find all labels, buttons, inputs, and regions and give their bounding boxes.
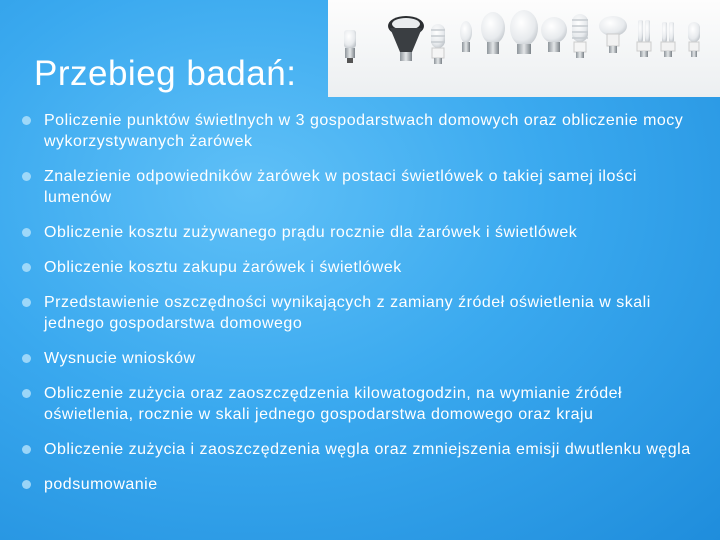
light-bulbs-photo xyxy=(328,0,720,97)
bulb-10-icon xyxy=(637,20,651,57)
bullet-text: Znalezienie odpowiedników żarówek w postaci świetlówek o takiej samej ilości lumenów xyxy=(44,168,637,206)
bullet-icon xyxy=(22,172,31,181)
bullet-icon xyxy=(22,480,31,489)
light-bulbs-illustration xyxy=(328,0,720,97)
bulb-8-icon xyxy=(572,14,588,58)
bullet-text: Wysnucie wniosków xyxy=(44,350,196,367)
bullet-item xyxy=(0,222,720,243)
bullet-icon xyxy=(22,298,31,307)
bulb-2-icon xyxy=(388,16,424,61)
bullet-text: Obliczenie zużycia oraz zaoszczędzenia kilowatogodzin, na wymianie źródeł oświetlenia, rocznie w skali jednego gospodarstwa domowego oraz kraju xyxy=(44,385,623,423)
bullet-item xyxy=(0,439,720,460)
bullet-item xyxy=(0,110,720,152)
bullet-item xyxy=(0,383,720,425)
bulb-7-icon xyxy=(541,17,567,52)
bulb-1-icon xyxy=(344,30,356,63)
bullet-item xyxy=(0,474,720,495)
bullet-text: Obliczenie zużycia i zaoszczędzenia węgla oraz zmniejszenia emisji dwutlenku węgla xyxy=(44,441,691,458)
bullet-text: podsumowanie xyxy=(44,476,158,493)
bullet-icon xyxy=(22,389,31,398)
bullet-item xyxy=(0,257,720,278)
bulb-4-icon xyxy=(460,21,472,52)
bullet-item xyxy=(0,166,720,208)
bullet-text: Obliczenie kosztu zużywanego prądu rocznie dla żarówek i świetlówek xyxy=(44,224,578,241)
bullet-icon xyxy=(22,228,31,237)
bullet-text: Przedstawienie oszczędności wynikających z zamiany źródeł oświetlenia w skali jednego gospodarstwa domowego xyxy=(44,294,651,332)
bulb-3-icon xyxy=(431,24,445,64)
bulb-5-icon xyxy=(481,12,505,54)
slide-title: Przebieg badań: xyxy=(34,54,297,93)
bullet-icon xyxy=(22,354,31,363)
bulb-12-icon xyxy=(688,22,700,57)
bullet-icon xyxy=(22,445,31,454)
bullet-text: Policzenie punktów świetlnych w 3 gospodarstwach domowych oraz obliczenie mocy wykorzystywanych żarówek xyxy=(44,112,684,150)
bullet-text: Obliczenie kosztu zakupu żarówek i świetlówek xyxy=(44,259,402,276)
bullet-item xyxy=(0,348,720,369)
bulb-6-icon xyxy=(510,10,538,54)
bulb-9-icon xyxy=(599,16,627,53)
bullet-list xyxy=(0,110,720,495)
bullet-item xyxy=(0,292,720,334)
bulb-11-icon xyxy=(661,22,675,57)
bullet-icon xyxy=(22,116,31,125)
bullet-icon xyxy=(22,263,31,272)
